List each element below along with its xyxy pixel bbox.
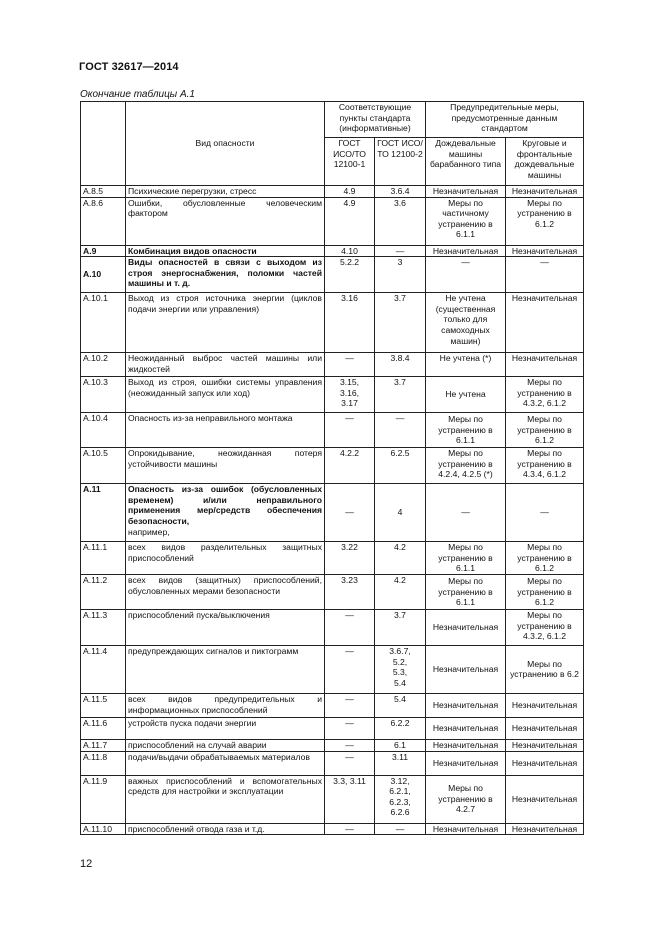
table-row <box>81 542 584 575</box>
row-gost-1: — <box>325 693 375 717</box>
row-gost-1: — <box>325 823 375 835</box>
row-frontal-measure: Незначительная <box>506 775 584 823</box>
header-hazard-type: Вид опасности <box>126 102 325 186</box>
row-frontal-measure: Незначительная <box>506 186 584 198</box>
row-frontal-measure: Незначительная <box>506 751 584 775</box>
row-hazard <box>126 484 325 542</box>
header-code-cell <box>81 102 126 186</box>
row-gost-1: 4.9 <box>325 186 375 198</box>
table-row <box>81 186 584 198</box>
row-code: А.11.2 <box>81 574 126 609</box>
row-drum-measure: Незначительная <box>426 739 506 751</box>
row-gost-1: 4.10 <box>325 245 375 257</box>
row-frontal-measure: Меры по устранению в 4.3.4, 6.1.2 <box>506 448 584 484</box>
row-gost-2: — <box>375 245 426 257</box>
row-frontal-measure: Незначительная <box>506 739 584 751</box>
row-drum-measure: Незначительная <box>426 751 506 775</box>
row-drum-measure: Не учтена <box>426 377 506 413</box>
row-code: А.10 <box>81 257 126 293</box>
row-code: А.11.4 <box>81 645 126 693</box>
row-drum-measure: — <box>426 484 506 542</box>
row-drum-measure: Меры по устранению в 6.1.1 <box>426 413 506 448</box>
row-gost-1: 5.2.2 <box>325 257 375 293</box>
row-hazard-text: Опасность из-за ошибок (обусловленных временем) и/или неправильного применения мер/средств обеспечения безопасности, <box>128 484 322 526</box>
row-drum-measure: Меры по устранению в 6.1.1 <box>426 542 506 575</box>
row-drum-measure: Меры по устранению в 6.1.1 <box>426 574 506 609</box>
row-code: А.10.5 <box>81 448 126 484</box>
row-hazard: всех видов разделительных защитных приспособлений <box>126 542 325 575</box>
row-gost-2: 3.6 <box>375 197 426 245</box>
header-frontal-machines: Круговые и фронтальные дождевальные машины <box>506 138 584 186</box>
row-drum-measure: Незначительная <box>426 186 506 198</box>
row-gost-1: 3.3, 3.11 <box>325 775 375 823</box>
page-number: 12 <box>80 858 93 870</box>
row-gost-2: 3.11 <box>375 751 426 775</box>
row-hazard: приспособлений отвода газа и т.д. <box>126 823 325 835</box>
row-hazard: всех видов (защитных) приспособлений, обусловленных мерами безопасности <box>126 574 325 609</box>
row-hazard-example: например, <box>128 526 170 537</box>
row-frontal-measure: Меры по устранению в 6.1.2 <box>506 574 584 609</box>
row-frontal-measure: Меры по устранению в 4.3.2, 6.1.2 <box>506 609 584 645</box>
row-hazard: Опрокидывание, неожиданная потеря устойчивости машины <box>126 448 325 484</box>
table-row <box>81 413 584 448</box>
row-drum-measure: Не учтена (существенная только для самоходных машин) <box>426 293 506 353</box>
row-gost-2: 4 <box>375 484 426 542</box>
table-row <box>81 245 584 257</box>
document-header: ГОСТ 32617—2014 <box>79 61 179 73</box>
row-drum-measure: Не учтена (*) <box>426 353 506 377</box>
row-frontal-measure: Меры по устранению в 6.2 <box>506 645 584 693</box>
row-gost-1: — <box>325 739 375 751</box>
table-row <box>81 377 584 413</box>
row-drum-measure: Незначительная <box>426 245 506 257</box>
row-code: А.10.3 <box>81 377 126 413</box>
row-frontal-measure: Незначительная <box>506 823 584 835</box>
row-code: А.11.5 <box>81 693 126 717</box>
header-measures-group: Предупредительные меры, предусмотренные данным стандартом <box>426 102 584 138</box>
row-gost-1: — <box>325 353 375 377</box>
row-drum-measure: Меры по устранению в 4.2.4, 4.2.5 (*) <box>426 448 506 484</box>
row-gost-2: 5.4 <box>375 693 426 717</box>
row-gost-2: 3.7 <box>375 609 426 645</box>
row-gost-2: 6.2.2 <box>375 717 426 739</box>
header-gost-12100-2: ГОСТ ИСО/ТО 12100-2 <box>375 138 426 186</box>
row-code: А.10.4 <box>81 413 126 448</box>
table-row <box>81 448 584 484</box>
row-frontal-measure: Меры по устранению в 6.1.2 <box>506 197 584 245</box>
row-gost-1: 3.22 <box>325 542 375 575</box>
table-row <box>81 574 584 609</box>
header-clauses-group: Соответствующие пункты стандарта (информативные) <box>325 102 426 138</box>
row-code: А.8.6 <box>81 197 126 245</box>
row-hazard: важных приспособлений и вспомогательных средств для настройки и эксплуатации <box>126 775 325 823</box>
table-row <box>81 717 584 739</box>
row-code: А.11.7 <box>81 739 126 751</box>
table-body <box>81 186 584 835</box>
row-gost-2: 6.2.5 <box>375 448 426 484</box>
row-gost-2 <box>375 775 426 823</box>
row-hazard: Виды опасностей в связи с выходом из строя энергоснабжения, поломки частей машины и т. д. <box>126 257 325 293</box>
row-code: А.10.1 <box>81 293 126 353</box>
row-gost-2: 4.2 <box>375 574 426 609</box>
table-row <box>81 693 584 717</box>
row-gost-2: 3 <box>375 257 426 293</box>
row-gost-1: — <box>325 717 375 739</box>
row-drum-measure: Меры по устранению в 4.2.7 <box>426 775 506 823</box>
row-hazard: Выход из строя источника энергии (циклов подачи энергии или управления) <box>126 293 325 353</box>
row-gost-1: 3.16 <box>325 293 375 353</box>
row-hazard: подачи/выдачи обрабатываемых материалов <box>126 751 325 775</box>
table-row <box>81 751 584 775</box>
row-gost-2 <box>375 645 426 693</box>
row-gost-2: 3.8.4 <box>375 353 426 377</box>
row-frontal-measure: Незначительная <box>506 693 584 717</box>
row-gost-1: — <box>325 413 375 448</box>
row-drum-measure: Меры по частичному устранению в 6.1.1 <box>426 197 506 245</box>
row-gost-1-value: 3.15, 3.16, 3.17 <box>339 377 360 409</box>
row-frontal-measure: — <box>506 484 584 542</box>
row-gost-1: — <box>325 751 375 775</box>
row-gost-1 <box>325 377 375 413</box>
table-head <box>81 102 584 186</box>
row-code: А.11.10 <box>81 823 126 835</box>
row-gost-2: 3.7 <box>375 377 426 413</box>
row-hazard: приспособлений на случай аварии <box>126 739 325 751</box>
table-row <box>81 293 584 353</box>
row-hazard: Опасность из-за неправильного монтажа <box>126 413 325 448</box>
row-code: А.10.2 <box>81 353 126 377</box>
row-drum-measure: — <box>426 257 506 293</box>
row-hazard: Комбинация видов опасности <box>126 245 325 257</box>
row-hazard: устройств пуска подачи энергии <box>126 717 325 739</box>
table-row <box>81 353 584 377</box>
row-gost-2: — <box>375 413 426 448</box>
row-gost-1: — <box>325 645 375 693</box>
table-row <box>81 609 584 645</box>
table-row <box>81 823 584 835</box>
table-row <box>81 484 584 542</box>
row-drum-measure: Незначительная <box>426 717 506 739</box>
row-drum-measure: Незначительная <box>426 693 506 717</box>
row-gost-2: 4.2 <box>375 542 426 575</box>
row-drum-measure: Незначительная <box>426 609 506 645</box>
table-row <box>81 645 584 693</box>
row-hazard: Психические перегрузки, стресс <box>126 186 325 198</box>
hazards-table <box>80 101 584 835</box>
row-drum-measure: Незначительная <box>426 823 506 835</box>
header-gost-12100-1: ГОСТ ИСО/ТО 12100-1 <box>325 138 375 186</box>
row-hazard: всех видов предупредительных и информационных приспособлений <box>126 693 325 717</box>
row-hazard: Ошибки, обусловленные человеческим фактором <box>126 197 325 245</box>
row-gost-1: 3.23 <box>325 574 375 609</box>
row-gost-2: 6.1 <box>375 739 426 751</box>
row-gost-1: — <box>325 484 375 542</box>
table-row <box>81 257 584 293</box>
row-hazard: Неожиданный выброс частей машины или жидкостей <box>126 353 325 377</box>
row-code: А.11 <box>81 484 126 542</box>
row-code: А.11.6 <box>81 717 126 739</box>
row-gost-2-value: 3.12, 6.2.1, 6.2.3, 6.2.6 <box>389 775 411 818</box>
row-code: А.11.1 <box>81 542 126 575</box>
table-row <box>81 775 584 823</box>
row-drum-measure: Незначительная <box>426 645 506 693</box>
row-code: А.9 <box>81 245 126 257</box>
row-frontal-measure: Незначительная <box>506 245 584 257</box>
row-gost-1: — <box>325 609 375 645</box>
row-gost-2: — <box>375 823 426 835</box>
row-frontal-measure: Незначительная <box>506 353 584 377</box>
row-code: А.11.3 <box>81 609 126 645</box>
header-drum-machines: Дождевальные машины барабанного типа <box>426 138 506 186</box>
table-row <box>81 739 584 751</box>
row-hazard: предупреждающих сигналов и пиктограмм <box>126 645 325 693</box>
row-frontal-measure: Незначительная <box>506 293 584 353</box>
row-code: А.11.9 <box>81 775 126 823</box>
row-frontal-measure: Меры по устранению в 6.1.2 <box>506 413 584 448</box>
row-frontal-measure: — <box>506 257 584 293</box>
row-code: А.11.8 <box>81 751 126 775</box>
row-gost-1: 4.9 <box>325 197 375 245</box>
row-gost-2-value: 3.6.7, 5.2, 5.3, 5.4 <box>389 645 411 688</box>
row-hazard: Выход из строя, ошибки системы управления (неожиданный запуск или ход) <box>126 377 325 413</box>
row-gost-1: 4.2.2 <box>325 448 375 484</box>
row-frontal-measure: Меры по устранению в 4.3.2, 6.1.2 <box>506 377 584 413</box>
row-frontal-measure: Незначительная <box>506 717 584 739</box>
table-row <box>81 197 584 245</box>
row-hazard: приспособлений пуска/выключения <box>126 609 325 645</box>
row-code: А.8.5 <box>81 186 126 198</box>
row-gost-2: 3.6.4 <box>375 186 426 198</box>
table-caption: Окончание таблицы А.1 <box>80 89 195 100</box>
row-frontal-measure: Меры по устранению в 6.1.2 <box>506 542 584 575</box>
row-gost-2: 3.7 <box>375 293 426 353</box>
